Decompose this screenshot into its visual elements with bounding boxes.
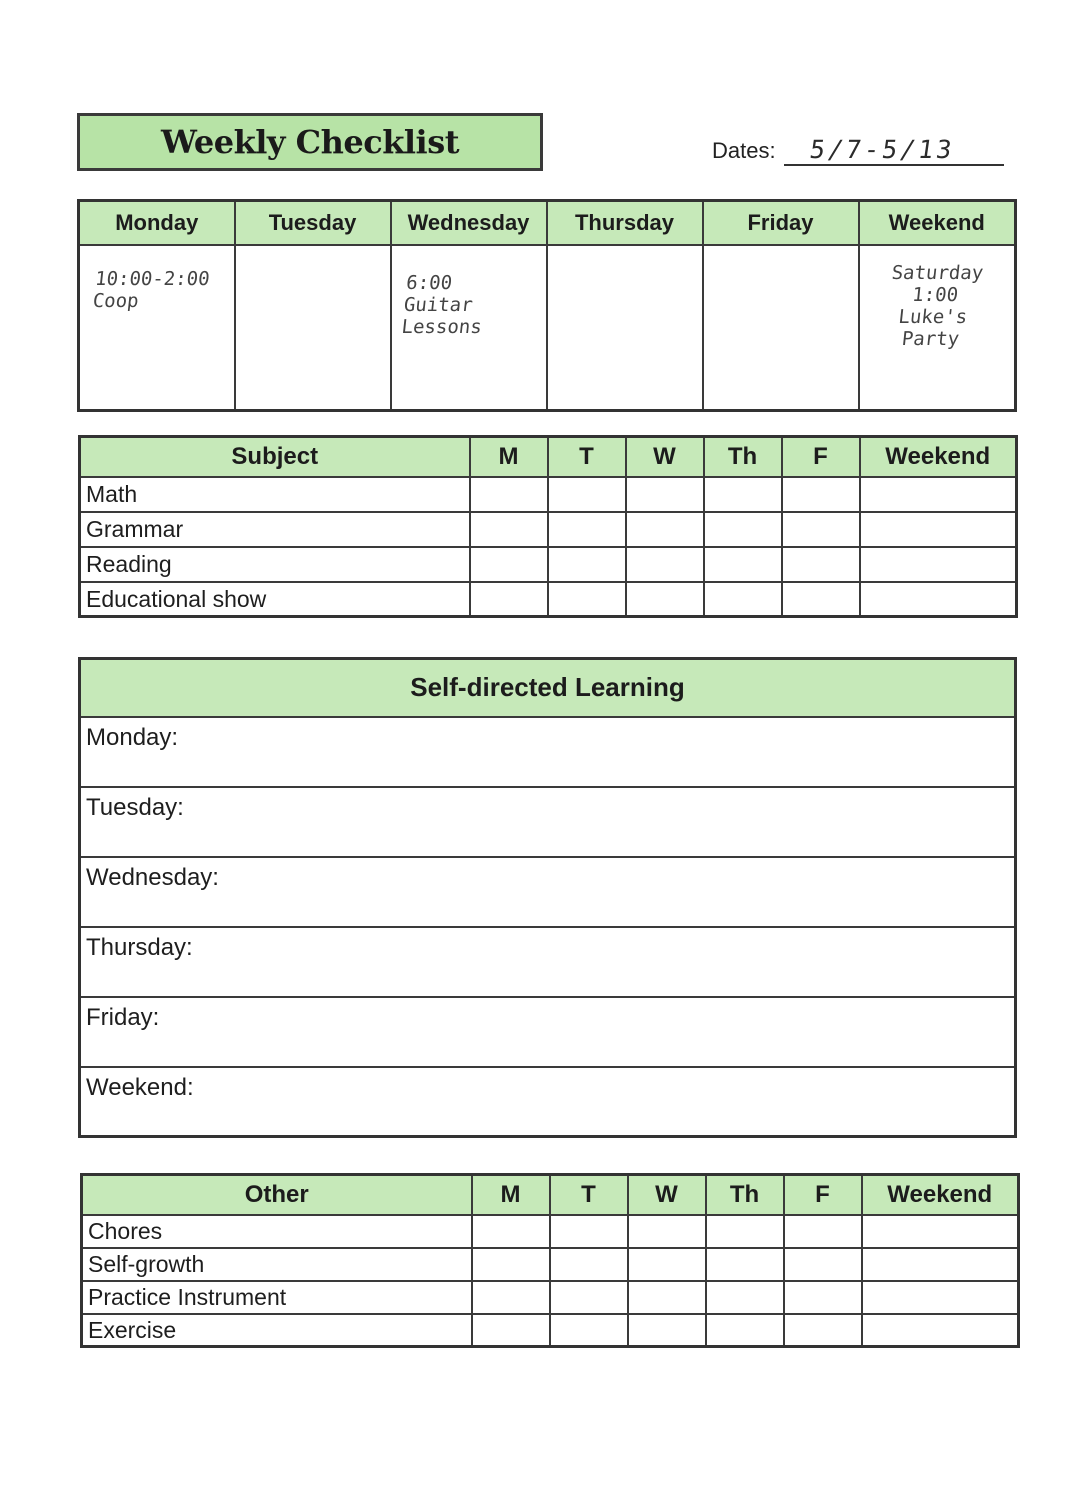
day-header-weekend: Weekend [859,201,1016,245]
schedule-cell-weekend[interactable] [859,245,1016,411]
check-cell[interactable] [862,1281,1019,1314]
check-cell[interactable] [706,1248,784,1281]
subject-label: Math [80,477,470,512]
other-label: Chores [82,1215,472,1248]
check-cell[interactable] [626,547,704,582]
check-cell[interactable] [862,1215,1019,1248]
self-directed-row-thursday[interactable]: Thursday: [80,927,1016,997]
col-header-f: F [784,1175,862,1215]
self-directed-row-friday[interactable]: Friday: [80,997,1016,1067]
col-header-t: T [550,1175,628,1215]
check-cell[interactable] [628,1215,706,1248]
check-cell[interactable] [706,1314,784,1347]
self-directed-title: Self-directed Learning [80,659,1016,717]
table-row [82,1314,1019,1347]
day-header-wednesday: Wednesday [391,201,547,245]
self-directed-row-weekend[interactable]: Weekend: [80,1067,1016,1137]
col-header-f: F [782,437,860,477]
check-cell[interactable] [862,1248,1019,1281]
check-cell[interactable] [626,582,704,617]
check-cell[interactable] [472,1215,550,1248]
table-row [80,477,1017,512]
check-cell[interactable] [784,1314,862,1347]
other-label: Self-growth [82,1248,472,1281]
check-cell[interactable] [784,1248,862,1281]
subject-checklist-table [78,435,1018,618]
weekly-schedule-table [77,199,1017,412]
check-cell[interactable] [470,512,548,547]
check-cell[interactable] [704,582,782,617]
self-directed-learning-table [78,657,1017,1138]
check-cell[interactable] [628,1248,706,1281]
schedule-cell-friday[interactable] [703,245,859,411]
col-header-t: T [548,437,626,477]
table-row [82,1248,1019,1281]
check-cell[interactable] [706,1281,784,1314]
schedule-cell-wednesday[interactable] [391,245,547,411]
handwritten-note: 6:00 Guitar Lessons [400,271,483,338]
table-row [80,512,1017,547]
check-cell[interactable] [860,512,1017,547]
col-header-th: Th [706,1175,784,1215]
check-cell[interactable] [782,547,860,582]
self-directed-row-wednesday[interactable]: Wednesday: [80,857,1016,927]
handwritten-note: 10:00-2:00 Coop [91,267,211,312]
schedule-cell-tuesday[interactable] [235,245,391,411]
day-header-thursday: Thursday [547,201,703,245]
check-cell[interactable] [704,512,782,547]
dates-field [712,132,1004,166]
col-header-w: W [626,437,704,477]
schedule-cell-monday[interactable] [79,245,235,411]
handwritten-note: Saturday 1:00 Luke's Party [890,261,984,350]
dates-line[interactable] [784,134,1004,166]
check-cell[interactable] [550,1215,628,1248]
other-checklist-table [80,1173,1020,1348]
subject-label: Grammar [80,512,470,547]
check-cell[interactable] [548,547,626,582]
other-label: Exercise [82,1314,472,1347]
day-header-friday: Friday [703,201,859,245]
col-header-weekend: Weekend [860,437,1017,477]
check-cell[interactable] [784,1215,862,1248]
other-label: Practice Instrument [82,1281,472,1314]
check-cell[interactable] [550,1248,628,1281]
check-cell[interactable] [704,477,782,512]
self-directed-row-monday[interactable]: Monday: [80,717,1016,787]
check-cell[interactable] [548,582,626,617]
col-header-weekend: Weekend [862,1175,1019,1215]
check-cell[interactable] [550,1314,628,1347]
dates-value: 5/7-5/13 [807,135,957,164]
subject-label: Reading [80,547,470,582]
check-cell[interactable] [626,477,704,512]
col-header-m: M [472,1175,550,1215]
check-cell[interactable] [860,547,1017,582]
check-cell[interactable] [782,512,860,547]
check-cell[interactable] [782,582,860,617]
check-cell[interactable] [628,1281,706,1314]
dates-label: Dates: [712,138,776,163]
check-cell[interactable] [862,1314,1019,1347]
col-header-w: W [628,1175,706,1215]
title-box [77,113,543,171]
check-cell[interactable] [550,1281,628,1314]
check-cell[interactable] [470,477,548,512]
day-header-monday: Monday [79,201,235,245]
check-cell[interactable] [626,512,704,547]
table-row [80,582,1017,617]
table-row [82,1281,1019,1314]
check-cell[interactable] [782,477,860,512]
check-cell[interactable] [548,512,626,547]
page-title: Weekly Checklist [161,123,459,161]
check-cell[interactable] [472,1314,550,1347]
check-cell[interactable] [860,477,1017,512]
day-header-tuesday: Tuesday [235,201,391,245]
check-cell[interactable] [470,582,548,617]
check-cell[interactable] [860,582,1017,617]
subject-label: Educational show [80,582,470,617]
table-row [80,547,1017,582]
check-cell[interactable] [706,1215,784,1248]
check-cell[interactable] [548,477,626,512]
schedule-cell-thursday[interactable] [547,245,703,411]
check-cell[interactable] [472,1281,550,1314]
col-header-m: M [470,437,548,477]
check-cell[interactable] [470,547,548,582]
col-header-th: Th [704,437,782,477]
subject-header: Subject [80,437,470,477]
table-row [82,1215,1019,1248]
check-cell[interactable] [784,1281,862,1314]
self-directed-row-tuesday[interactable]: Tuesday: [80,787,1016,857]
other-header: Other [82,1175,472,1215]
check-cell[interactable] [472,1248,550,1281]
check-cell[interactable] [628,1314,706,1347]
check-cell[interactable] [704,547,782,582]
